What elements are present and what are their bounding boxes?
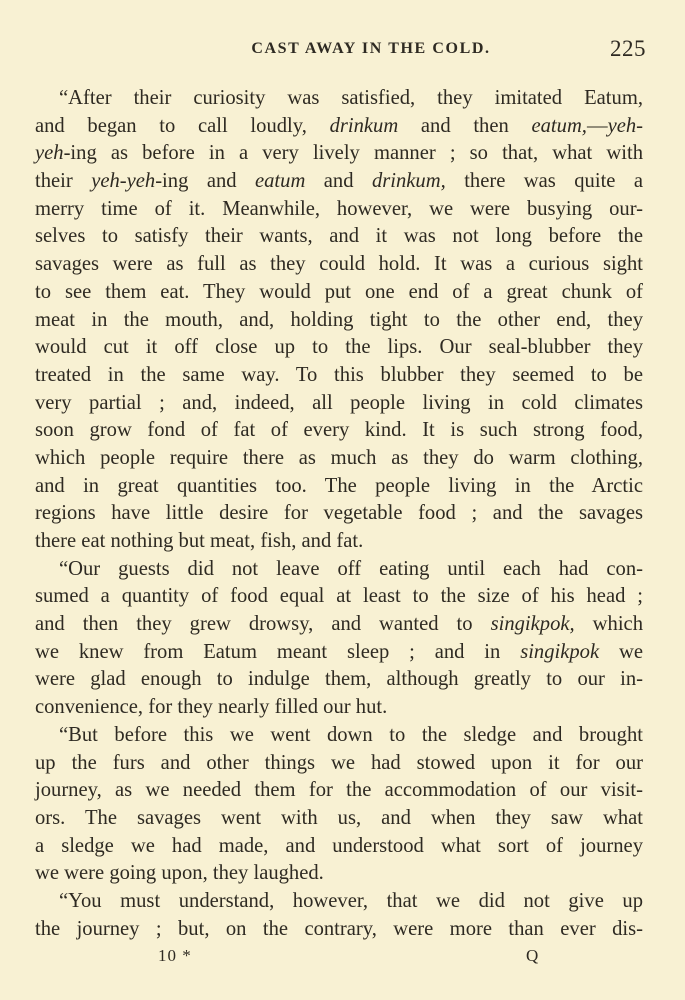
italic-word: eatum, <box>531 114 587 137</box>
text-segment: ors. The savages went with us, and when they saw what <box>35 806 643 829</box>
italic-word: eatum <box>255 170 306 193</box>
italic-word: drinkum, <box>371 170 446 193</box>
text-segment: soon grow fond of fat of every kind. It is such strong food, <box>35 419 643 442</box>
text-line <box>35 334 643 362</box>
text-segment: “But before this we went down to the sledge and brought <box>59 723 643 746</box>
text-line <box>35 639 643 667</box>
text-segment: and in great quantities too. The people living in the Arctic <box>35 474 643 497</box>
text-line <box>35 666 643 694</box>
text-segment: and began to call loudly, <box>35 114 330 137</box>
running-title: CAST AWAY IN THE COLD. <box>251 40 491 57</box>
text-segment: sumed a quantity of food equal at least to the size of his head ; <box>35 585 643 608</box>
text-segment: their <box>35 170 92 193</box>
text-line <box>35 694 643 722</box>
text-line <box>35 223 643 251</box>
text-line <box>35 805 643 833</box>
text-segment: and then <box>398 114 532 137</box>
italic-word: drinkum <box>329 114 399 137</box>
text-segment: meat in the mouth, and, holding tight to the other end, they <box>35 308 643 331</box>
text-line <box>35 722 643 750</box>
italic-word: yeh- <box>607 114 643 137</box>
text-segment: there was quite a <box>445 170 644 193</box>
text-segment: treated in the same way. To this blubber they seemed to be <box>35 363 643 386</box>
text-line <box>35 251 643 279</box>
text-line <box>35 417 643 445</box>
text-segment: selves to satisfy their wants, and it was not long before the <box>35 225 643 248</box>
text-line <box>35 833 643 861</box>
text-line <box>35 528 643 556</box>
text-line <box>35 307 643 335</box>
text-segment: very partial ; and, indeed, all people living in cold climates <box>35 391 643 414</box>
text-segment: journey, as we needed them for the accommodation of our visit- <box>35 779 643 802</box>
signature-letter: Q <box>526 946 539 965</box>
italic-word: singikpok <box>520 640 600 663</box>
text-segment: merry time of it. Meanwhile, however, we were busying our- <box>35 197 643 220</box>
text-line <box>35 140 643 168</box>
text-segment: “After their curiosity was satisfied, they imitated Eatum, <box>59 87 643 109</box>
paragraph <box>35 556 643 722</box>
text-segment: “Our guests did not leave off eating until each had con- <box>59 557 643 580</box>
text-segment: convenience, for they nearly filled our hut. <box>35 696 388 719</box>
italic-word: yeh-yeh <box>91 170 156 193</box>
text-line <box>35 473 643 501</box>
page-footer <box>0 946 685 976</box>
text-segment: a sledge we had made, and understood what sort of journey <box>35 834 643 857</box>
text-line <box>35 750 643 778</box>
text-line <box>35 362 643 390</box>
text-segment: regions have little desire for vegetable food ; and the savages <box>35 502 643 525</box>
text-line <box>35 390 643 418</box>
text-line <box>35 888 643 916</box>
text-line <box>35 860 643 888</box>
text-line <box>35 556 643 584</box>
text-segment: -ing as before in a very lively manner ; so that, what with <box>63 142 643 165</box>
paragraph <box>35 888 643 943</box>
text-line <box>35 611 643 639</box>
text-line <box>35 583 643 611</box>
text-segment: -ing and <box>155 170 255 193</box>
text-line <box>35 113 643 141</box>
text-line <box>35 445 643 473</box>
text-line <box>35 168 643 196</box>
text-line <box>35 916 643 944</box>
paragraph <box>35 85 643 556</box>
text-segment: the journey ; but, on the contrary, were more than ever dis- <box>35 917 643 940</box>
text-segment: “You must understand, however, that we did not give up <box>59 889 643 912</box>
text-segment: were glad enough to indulge them, although greatly to our in- <box>35 668 643 691</box>
text-segment: and <box>305 170 372 193</box>
text-segment: up the furs and other things we had stowed upon it for our <box>35 751 643 774</box>
text-segment: to see them eat. They would put one end of a great chunk of <box>35 280 643 303</box>
running-head <box>36 38 646 64</box>
text-segment: which <box>574 613 643 636</box>
paragraph <box>35 722 643 888</box>
page-number: 225 <box>610 36 646 61</box>
text-segment: we were going upon, they laughed. <box>35 862 324 885</box>
text-segment: would cut it off close up to the lips. Our seal-blubber they <box>35 336 643 359</box>
signature-mark: 10 * <box>158 946 192 965</box>
text-line <box>35 777 643 805</box>
italic-word: yeh <box>35 142 64 165</box>
text-segment: which people require there as much as they do warm clothing, <box>35 446 643 469</box>
text-line <box>35 500 643 528</box>
text-line <box>35 196 643 224</box>
text-segment: we <box>599 640 643 663</box>
text-segment: there eat nothing but meat, fish, and fat. <box>35 530 364 552</box>
text-segment: and then they grew drowsy, and wanted to <box>35 613 491 636</box>
italic-word: singikpok, <box>490 613 575 636</box>
text-segment: we knew from Eatum meant sleep ; and in <box>35 640 521 663</box>
text-segment: savages were as full as they could hold. It was a curious sight <box>35 253 643 276</box>
text-line <box>35 85 643 113</box>
text-segment: — <box>586 114 608 137</box>
body-text <box>35 85 643 943</box>
text-line <box>35 279 643 307</box>
